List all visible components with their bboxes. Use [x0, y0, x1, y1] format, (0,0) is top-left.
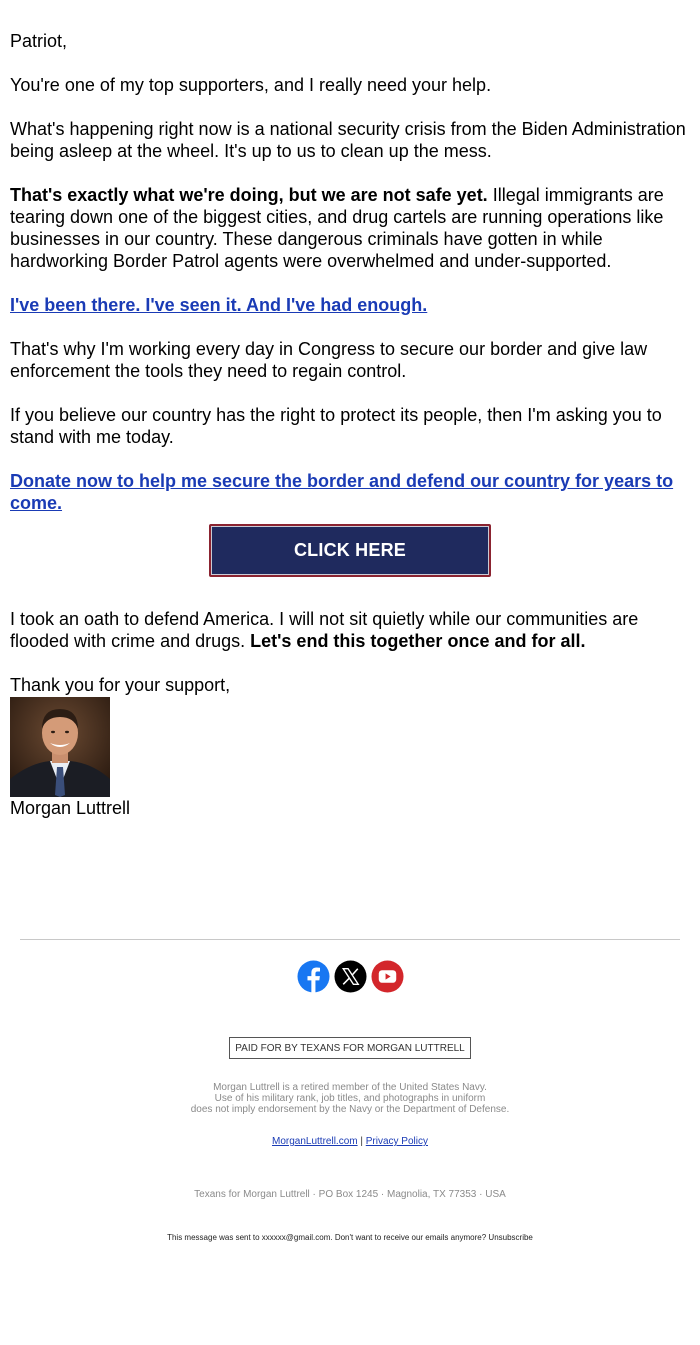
donate-link[interactable]: Donate now to help me secure the border and defend our country for years to come.	[10, 471, 674, 513]
paragraph-congress: That's why I'm working every day in Congress to secure our border and give law enforcement the tools they need to regain control.	[10, 339, 648, 381]
disclaimer-line: does not imply endorsement by the Navy or the Department of Defense.	[190, 1104, 510, 1115]
facebook-icon[interactable]	[297, 960, 330, 993]
disclaimer-line: Use of his military rank, job titles, and photographs in uniform	[214, 1093, 486, 1104]
paragraph-crisis: What's happening right now is a national security crisis from the Biden Administration being asleep at the wheel. It's up to us to clean up the mess.	[10, 119, 686, 161]
bold-statement: Let's end this together once and for all.	[250, 631, 586, 651]
paid-for-notice: PAID FOR BY TEXANS FOR MORGAN LUTTRELL	[229, 1037, 471, 1059]
website-link[interactable]: MorganLuttrell.com	[272, 1136, 358, 1147]
social-links	[297, 960, 404, 993]
enough-link[interactable]: I've been there. I've seen it. And I've had enough.	[10, 295, 428, 315]
signature-photo	[10, 697, 110, 797]
signature-name: Morgan Luttrell	[10, 798, 131, 818]
paragraph-text: I took an oath to defend America. I will not sit quietly while our communities are flooded with crime and drugs.	[10, 609, 639, 651]
x-icon[interactable]	[334, 960, 367, 993]
footer-links	[0, 1136, 700, 1147]
paragraph-stand-with-me: If you believe our country has the right to protect its people, then I'm asking you to stand with me today.	[10, 405, 662, 447]
email-body	[10, 30, 690, 514]
paragraph-oath	[10, 608, 690, 652]
sent-to-notice[interactable]: This message was sent to xxxxxx@gmail.com. Don't want to receive our emails anymore? Unsubscribe	[167, 1233, 533, 1242]
click-here-button[interactable]: CLICK HERE	[209, 524, 491, 577]
cta-container	[209, 524, 491, 577]
privacy-policy-link[interactable]: Privacy Policy	[365, 1136, 428, 1147]
closing-line: Thank you for your support,	[10, 675, 231, 695]
paragraph-supporters: You're one of my top supporters, and I really need your help.	[10, 75, 492, 95]
paragraph-link-donate	[10, 470, 690, 514]
youtube-icon[interactable]	[371, 960, 404, 993]
email-body-closing	[10, 608, 690, 696]
paragraph-text: Illegal immigrants are tearing down one of the biggest cities, and drug cartels are running operations like businesses in our country. These dangerous criminals have gotten in while hardworking Border Patrol agents were overwhelmed and under-supported.	[10, 185, 664, 271]
link-separator: |	[357, 1136, 366, 1147]
paragraph-link-enough	[10, 294, 690, 316]
military-disclaimer	[0, 1082, 700, 1115]
greeting: Patriot,	[10, 31, 68, 51]
mailing-address: Texans for Morgan Luttrell · PO Box 1245 · Magnolia, TX 77353 · USA	[194, 1189, 506, 1200]
paragraph-not-safe	[10, 184, 690, 272]
footer-divider	[20, 939, 680, 940]
disclaimer-line: Morgan Luttrell is a retired member of the United States Navy.	[213, 1082, 487, 1093]
bold-statement: That's exactly what we're doing, but we are not safe yet.	[10, 185, 488, 205]
